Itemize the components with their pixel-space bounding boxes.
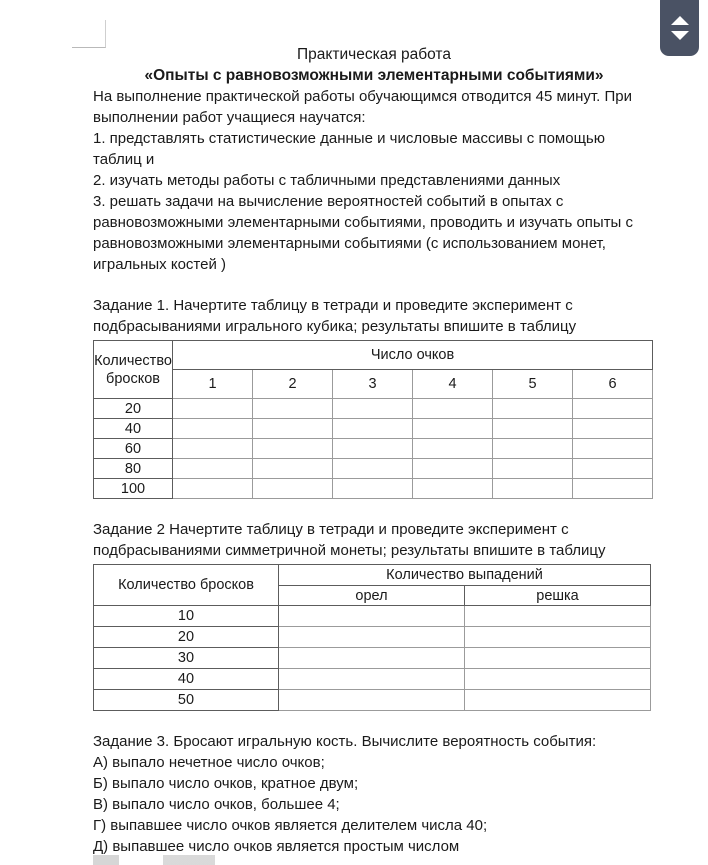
table-row bbox=[94, 627, 651, 648]
page-subtitle: «Опыты с равновозможными элементарными событиями» bbox=[144, 67, 604, 84]
dice-cell[interactable] bbox=[493, 399, 573, 419]
task3-item-d: Д) выпавшее число очков является простым числом bbox=[93, 838, 460, 855]
coin-stub-header: Количество бросков bbox=[94, 565, 279, 606]
dice-cell[interactable] bbox=[173, 399, 253, 419]
dice-cell[interactable] bbox=[573, 419, 653, 439]
table-row bbox=[94, 439, 653, 459]
dice-column-header-3: 3 bbox=[333, 370, 413, 399]
dice-cell[interactable] bbox=[493, 479, 573, 499]
table-row bbox=[94, 479, 653, 499]
dice-cell[interactable] bbox=[333, 479, 413, 499]
coin-cell[interactable] bbox=[465, 627, 651, 648]
coin-cell[interactable] bbox=[279, 648, 465, 669]
page-title: Практическая работа bbox=[297, 46, 451, 63]
dice-row-label: 80 bbox=[94, 459, 173, 479]
dice-cell[interactable] bbox=[333, 399, 413, 419]
dice-cell[interactable] bbox=[573, 399, 653, 419]
coin-row-label: 40 bbox=[94, 669, 279, 690]
table-row bbox=[94, 648, 651, 669]
page-bottom-cutoff bbox=[93, 855, 313, 865]
dice-cell[interactable] bbox=[253, 399, 333, 419]
task3-item-v: В) выпало число очков, большее 4; bbox=[93, 796, 340, 813]
dice-cell[interactable] bbox=[413, 459, 493, 479]
dice-cell[interactable] bbox=[333, 439, 413, 459]
coin-cell[interactable] bbox=[279, 669, 465, 690]
coin-row-label: 20 bbox=[94, 627, 279, 648]
dice-cell[interactable] bbox=[333, 459, 413, 479]
coin-row-label: 50 bbox=[94, 690, 279, 711]
dice-experiment-table bbox=[93, 340, 653, 499]
dice-cell[interactable] bbox=[573, 459, 653, 479]
table-row bbox=[94, 341, 653, 370]
dice-column-header-6: 6 bbox=[573, 370, 653, 399]
dice-group-header: Число очков bbox=[173, 341, 653, 370]
coin-cell[interactable] bbox=[465, 690, 651, 711]
dice-row-label: 100 bbox=[94, 479, 173, 499]
dice-stub-header: Количество бросков bbox=[94, 341, 173, 399]
dice-cell[interactable] bbox=[253, 459, 333, 479]
task1-prompt: Задание 1. Начертите таблицу в тетради и проведите эксперимент с подбрасываниями игрального кубика; результаты впишите в таблицу bbox=[93, 297, 577, 335]
dice-cell[interactable] bbox=[173, 419, 253, 439]
coin-cell[interactable] bbox=[465, 648, 651, 669]
dice-column-header-1: 1 bbox=[173, 370, 253, 399]
intro-paragraph-2: 1. представлять статистические данные и числовые массивы с помощью таблиц и bbox=[93, 130, 605, 168]
coin-cell[interactable] bbox=[279, 627, 465, 648]
task3-prompt: Задание 3. Бросают игральную кость. Вычислите вероятность события: bbox=[93, 733, 597, 750]
task3-item-a: А) выпало нечетное число очков; bbox=[93, 754, 325, 771]
dice-column-header-5: 5 bbox=[493, 370, 573, 399]
dice-cell[interactable] bbox=[253, 419, 333, 439]
dice-column-header-2: 2 bbox=[253, 370, 333, 399]
coin-group-header: Количество выпадений bbox=[279, 565, 651, 586]
table-row bbox=[94, 606, 651, 627]
dice-row-label: 40 bbox=[94, 419, 173, 439]
dice-cell[interactable] bbox=[173, 439, 253, 459]
triangle-down-icon[interactable] bbox=[671, 31, 689, 40]
dice-cell[interactable] bbox=[413, 419, 493, 439]
dice-row-label: 20 bbox=[94, 399, 173, 419]
task3-item-b: Б) выпало число очков, кратное двум; bbox=[93, 775, 359, 792]
table-row bbox=[94, 399, 653, 419]
table-row bbox=[94, 565, 651, 586]
dice-cell[interactable] bbox=[493, 419, 573, 439]
coin-column-header-tails: решка bbox=[465, 586, 651, 606]
coin-row-label: 30 bbox=[94, 648, 279, 669]
task2-prompt: Задание 2 Начертите таблицу в тетради и проведите эксперимент с подбрасываниями симметричной монеты; результаты впишите в таблицу bbox=[93, 521, 606, 559]
dice-cell[interactable] bbox=[573, 479, 653, 499]
dice-column-header-4: 4 bbox=[413, 370, 493, 399]
dice-cell[interactable] bbox=[573, 439, 653, 459]
dice-cell[interactable] bbox=[413, 399, 493, 419]
coin-cell[interactable] bbox=[279, 606, 465, 627]
coin-cell[interactable] bbox=[465, 669, 651, 690]
intro-paragraph-4: 3. решать задачи на вычисление вероятностей событий в опытах с равновозможными элементарными событиями, проводить и изучать опыты с равновозможными элементарными событиями (с использованием монет, игральных костей ) bbox=[93, 193, 634, 273]
dice-cell[interactable] bbox=[253, 439, 333, 459]
triangle-up-icon[interactable] bbox=[671, 16, 689, 25]
dice-cell[interactable] bbox=[413, 479, 493, 499]
table-row bbox=[94, 370, 653, 399]
table-row bbox=[94, 419, 653, 439]
task3-item-g: Г) выпавшее число очков является делителем числа 40; bbox=[93, 817, 488, 834]
scroll-pill-control[interactable] bbox=[660, 0, 699, 56]
dice-cell[interactable] bbox=[253, 479, 333, 499]
coin-column-header-heads: орел bbox=[279, 586, 465, 606]
dice-row-label: 60 bbox=[94, 439, 173, 459]
table-row bbox=[94, 669, 651, 690]
coin-cell[interactable] bbox=[279, 690, 465, 711]
coin-cell[interactable] bbox=[465, 606, 651, 627]
document-body bbox=[93, 44, 655, 857]
dice-cell[interactable] bbox=[413, 439, 493, 459]
dice-cell[interactable] bbox=[173, 479, 253, 499]
intro-paragraph-1: На выполнение практической работы обучающимся отводится 45 минут. При выполнении работ учащиеся научатся: bbox=[93, 88, 632, 126]
intro-paragraph-3: 2. изучать методы работы с табличными представлениями данных bbox=[93, 172, 561, 189]
dice-cell[interactable] bbox=[493, 459, 573, 479]
table-row bbox=[94, 459, 653, 479]
dice-cell[interactable] bbox=[173, 459, 253, 479]
dice-cell[interactable] bbox=[493, 439, 573, 459]
coin-experiment-table bbox=[93, 564, 651, 711]
dice-cell[interactable] bbox=[333, 419, 413, 439]
coin-row-label: 10 bbox=[94, 606, 279, 627]
table-row bbox=[94, 690, 651, 711]
